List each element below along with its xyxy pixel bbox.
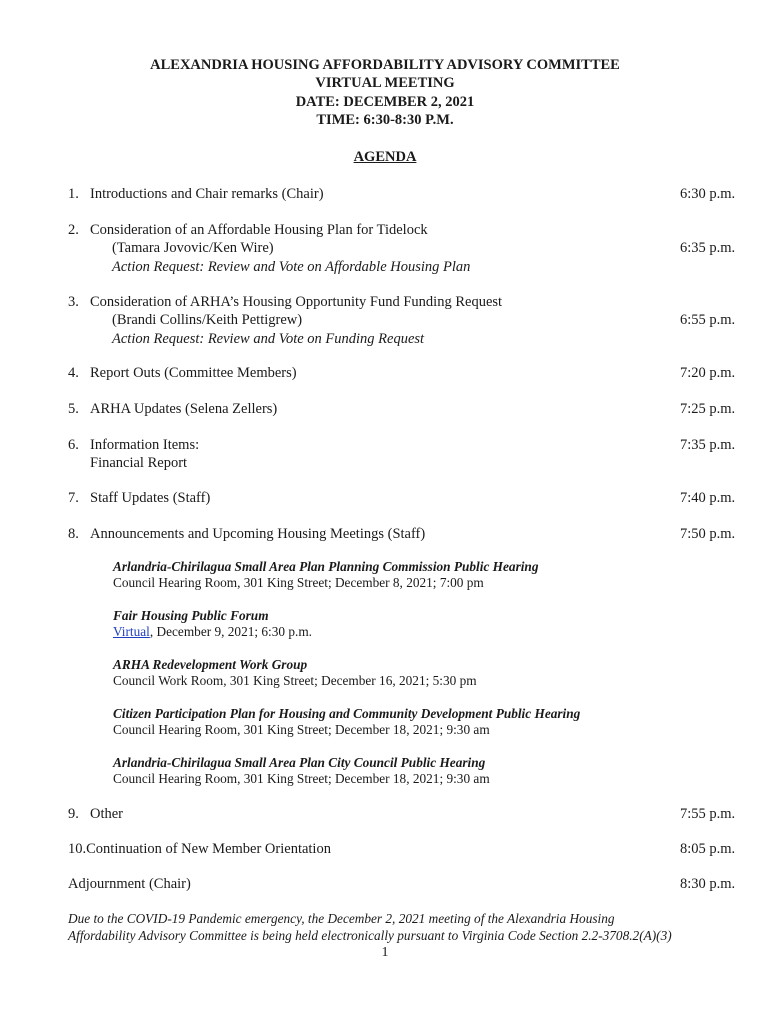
item-number: 7. [68,490,79,506]
item-text: ARHA Updates (Selena Zellers) [90,401,278,417]
item-time: 7:25 p.m. [680,401,736,417]
item-time: 6:30 p.m. [680,186,736,202]
covid-notice [68,910,718,944]
item-number: 5. [68,401,79,417]
item-time: 8:05 p.m. [680,841,736,857]
agenda-title: AGENDA [353,149,417,165]
item-text: Other [90,806,124,822]
event-detail: , December 9, 2021; 6:30 p.m. [149,624,312,639]
item-sub-text: Financial Report [90,455,188,472]
event-5 [113,755,673,787]
item-text: Announcements and Upcoming Housing Meetings (Staff) [90,526,426,542]
agenda-item-7 [68,489,736,507]
event-detail: Council Hearing Room, 301 King Street; December 18, 2021; 9:30 am [113,771,490,786]
meeting-time: TIME: 6:30-8:30 P.M. [316,111,454,128]
meeting-type: VIRTUAL MEETING [315,75,455,92]
item-time: 6:55 p.m. [680,312,736,328]
item-text: Staff Updates (Staff) [90,490,211,506]
item-number: 3. [68,294,79,310]
item-number: 2. [68,222,79,238]
item-number: 6. [68,437,79,453]
item-text: Report Outs (Committee Members) [90,365,297,381]
item-time: 7:35 p.m. [680,437,736,453]
event-detail: Council Hearing Room, 301 King Street; December 8, 2021; 7:00 pm [113,575,484,590]
event-title: Citizen Participation Plan for Housing and Community Development Public Hearing [113,706,581,721]
virtual-link[interactable]: Virtual [113,624,150,639]
agenda-item-adjournment [68,875,736,893]
event-4 [113,706,673,738]
agenda-item-1 [68,185,736,203]
meeting-date: DATE: DECEMBER 2, 2021 [295,93,475,110]
page-number: 1 [381,945,389,960]
item-text: Consideration of an Affordable Housing Plan for Tidelock [90,222,428,238]
event-title: Arlandria-Chirilagua Small Area Plan Planning Commission Public Hearing [113,559,539,574]
item-time: 7:40 p.m. [680,490,736,506]
item-presenters: (Brandi Collins/Keith Pettigrew) [112,312,303,329]
item-time: 7:20 p.m. [680,365,736,381]
item-time: 6:35 p.m. [680,240,736,256]
item-number: 1. [68,186,79,202]
item-text: Consideration of ARHA’s Housing Opportunity Fund Funding Request [90,294,503,310]
agenda-item-9 [68,805,736,823]
notice-line-2: Affordability Advisory Committee is being held electronically pursuant to Virginia Code Section 2.2-3708.2(A)(3) [68,928,672,943]
event-title: Fair Housing Public Forum [113,608,269,623]
item-text: Information Items: [90,437,200,453]
event-1 [113,559,673,591]
agenda-item-6 [68,436,736,473]
item-number: 9. [68,806,79,822]
agenda-item-4 [68,364,736,382]
item-number: 10. [68,841,87,857]
event-title: ARHA Redevelopment Work Group [113,657,308,672]
agenda-item-5 [68,400,736,418]
item-text: Continuation of New Member Orientation [86,841,331,857]
event-detail: Council Hearing Room, 301 King Street; December 18, 2021; 9:30 am [113,722,490,737]
agenda-item-8 [68,525,736,543]
item-text: Introductions and Chair remarks (Chair) [90,186,324,202]
document-header [0,56,770,129]
item-text: Adjournment (Chair) [68,876,191,892]
event-title: Arlandria-Chirilagua Small Area Plan City Council Public Hearing [113,755,486,770]
item-time: 8:30 p.m. [680,876,736,892]
item-number: 4. [68,365,79,381]
agenda-item-2 [68,221,736,276]
event-detail: Council Work Room, 301 King Street; December 16, 2021; 5:30 pm [113,673,477,688]
agenda-item-3 [68,293,736,348]
item-time: 7:55 p.m. [680,806,736,822]
agenda-item-10 [68,840,736,858]
item-action-request: Action Request: Review and Vote on Funding Request [112,330,425,347]
item-time: 7:50 p.m. [680,526,736,542]
item-presenters: (Tamara Jovovic/Ken Wire) [112,240,274,257]
item-action-request: Action Request: Review and Vote on Affordable Housing Plan [112,258,471,275]
committee-name: ALEXANDRIA HOUSING AFFORDABILITY ADVISORY COMMITTEE [150,57,620,73]
event-3 [113,657,673,689]
notice-line-1: Due to the COVID-19 Pandemic emergency, the December 2, 2021 meeting of the Alexandria Housing [68,911,615,926]
item-number: 8. [68,526,79,542]
event-2 [113,608,673,640]
